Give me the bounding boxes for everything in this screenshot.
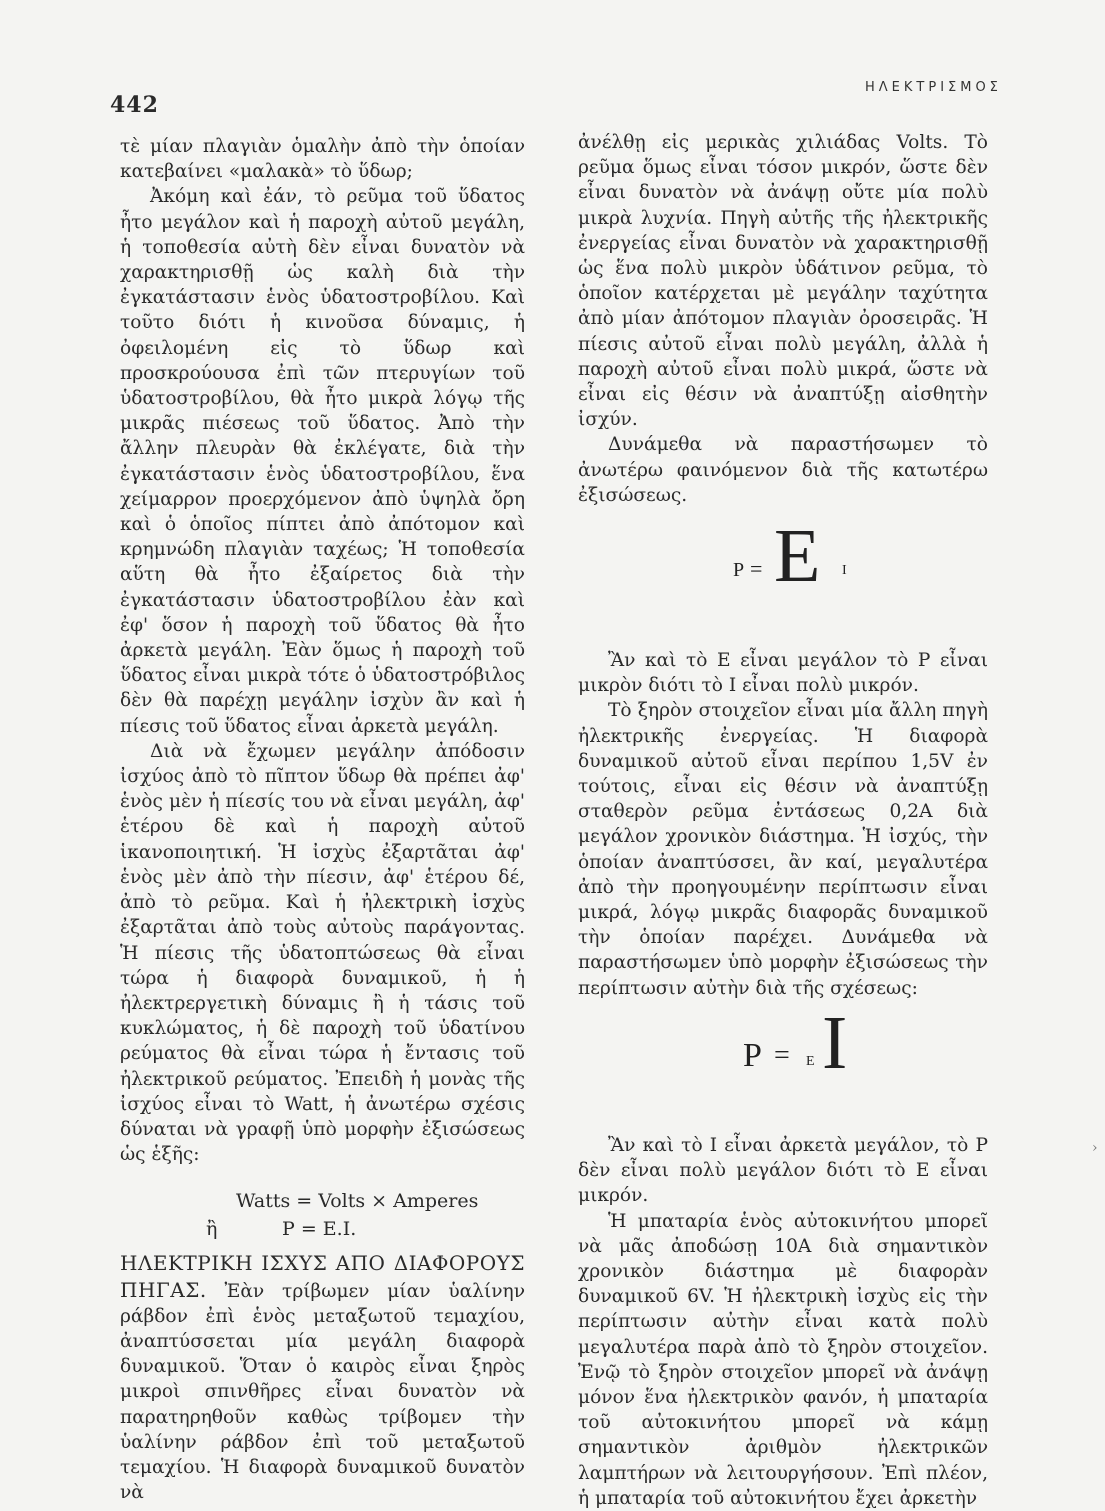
paragraph: ἀνέλθῃ εἰς μερικὰς χιλιάδας Volts. Τὸ ρεῦμα ὅμως εἶναι τόσον μικρόν, ὥστε δὲν εἶναι δυνατὸν νὰ ἀνάψῃ οὔτε μία πολὺ μικρὰ λυχνία. Πηγὴ αὐτῆς τῆς ἠλεκτρικῆς ἐνεργείας εἶναι δυνατὸν νὰ χαρακτηρισθῇ ὡς ἕνα πολὺ μικρὸν ὑδάτινον ρεῦμα, τὸ ὁποῖον κατέρχεται μὲ μεγάλην ταχύτητα ἀπὸ μίαν ἀπότομον πλαγιὰν ὀροσειρᾶς. Ἡ πίεσις αὐτοῦ εἶναι πολὺ μεγάλη, ἀλλὰ ἡ παροχὴ αὐτοῦ εἶναι πολὺ μικρά, ὥστε νὰ εἶναι εἰς θέσιν νὰ ἀναπτύξῃ αἰσθητὴν ἰσχύν. [578, 132, 988, 431]
equation-line: P = E.I. [282, 1218, 357, 1241]
section-heading: ΗΛΕΚΤΡΙΚΗ ΙΣΧΥΣ ΑΠΟ ΔΙΑΦΟΡΟΥΣ ΠΗΓΑΣ. [120, 1251, 525, 1302]
paragraph: Διὰ νὰ ἔχωμεν μεγάλην ἀπόδοσιν ἰσχύος ἀπὸ τὸ πῖπτον ὕδωρ θὰ πρέπει ἀφ' ἑνὸς μὲν ἡ πίεσίς του νὰ εἶναι μεγάλη, ἀφ' ἑτέρου δὲ καὶ ἡ παροχὴ αὐτοῦ ἱκανοποιητική. Ἡ ἰσχὺς ἐξαρτᾶται ἀφ' ἑνὸς μὲν ἀπὸ τὴν πίεσιν, ἀφ' ἑτέρου δέ, ἀπὸ τὸ ρεῦμα. Καὶ ἡ ἠλεκτρικὴ ἰσχὺς ἐξαρτᾶται ἀπὸ τοὺς αὐτοὺς παράγοντας. Ἡ πίεσις τῆς ὑδατοπτώσεως θὰ εἶναι τώρα ἡ διαφορὰ δυναμικοῦ, ἡ ἡ ἠλεκτρεργετικὴ δύναμις ἢ ἡ τάσις τοῦ κυκλώματος, ἡ δὲ παροχὴ τοῦ ὑδατίνου ρεύματος θὰ εἶναι τώρα ἡ ἔντασις τοῦ ἠλεκτρικοῦ ρεύματος. Ἐπειδὴ ἡ μονὰς τῆς ἰσχύος εἶναι τὸ Watt, ἡ ἀνωτέρω σχέσις δύναται νὰ γραφῇ ὑπὸ μορφὴν ἐξισώσεως ὡς ἑξῆς: [120, 740, 525, 1166]
page-number: 442 [110, 92, 159, 118]
equation-line: Watts = Volts × Amperes [236, 1190, 479, 1213]
paragraph: Τὸ ξηρὸν στοιχεῖον εἶναι μία ἄλλη πηγὴ ἠλεκτρικῆς ἐνεργείας. Ἡ διαφορὰ δυναμικοῦ αὐτοῦ εἶναι περίπου 1,5V ἐν τούτοις, εἶναι εἰς θέσιν νὰ ἀναπτύξῃ σταθερὸν ρεῦμα ἐντάσεως 0,2A διὰ μεγάλον χρονικὸν διάστημα. Ἡ ἰσχύς, τὴν ὁποίαν ἀναπτύσσει, ἂν καί, μεγαλυτέρα ἀπὸ τὴν προηγουμένην περίπτωσιν εἶναι μικρά, λόγῳ μικρᾶς διαφορᾶς δυναμικοῦ τὴν ὁποίαν παρέχει. Δυνάμεθα νὰ παραστήσωμεν ὑπὸ μορφὴν ἐξισώσεως τὴν περίπτωσιν αὐτὴν διὰ τῆς σχέσεως: [578, 700, 988, 999]
running-title: ΗΛΕΚΤΡΙΣΜΟΣ [865, 80, 1002, 95]
paragraph: Δυνάμεθα νὰ παραστήσωμεν τὸ ἀνωτέρω φαινόμενον διὰ τῆς κατωτέρω ἐξισώσεως. [578, 434, 988, 506]
paragraph: Ἡ μπαταρία ἑνὸς αὐτοκινήτου μπορεῖ νὰ μᾶς ἀποδώσῃ 10A διὰ σημαντικὸν χρονικὸν διάστημα μὲ διαφορὰν δυναμικοῦ 6V. Ἡ ἠλεκτρικὴ ἰσχὺς εἰς τὴν περίπτωσιν αὐτὴν εἶναι κατὰ πολὺ μεγαλυτέρα παρὰ ἀπὸ τὸ ξηρὸν στοιχεῖον. Ἐνῷ τὸ ξηρὸν στοιχεῖον μπορεῖ νὰ ἀνάψῃ μόνον ἕνα ἠλεκτρικὸν φανόν, ἡ μπαταρία τοῦ αὐτοκινήτου μπορεῖ νὰ κάμῃ σημαντικὸν ἀριθμὸν ἠλεκτρικῶν λαμπτήρων νὰ λειτουργήσουν. Ἐπὶ πλέον, ἡ μπαταρία τοῦ αὐτοκινήτου ἔχει ἀρκετὴν [578, 1210, 988, 1509]
equation-or: ἢ [206, 1218, 218, 1241]
left-column [120, 134, 525, 1505]
formula-e: E [774, 514, 821, 599]
formula-i: I [822, 1000, 848, 1085]
formula-large-e [578, 508, 988, 648]
formula-equals: = [750, 556, 763, 582]
section-paragraph [120, 1251, 525, 1505]
margin-mark: › [1092, 1140, 1098, 1156]
paragraph: τὲ μίαν πλαγιὰν ὁμαλὴν ἀπὸ τὴν ὁποίαν κατεβαίνει «μαλακὰ» τὸ ὕδωρ; [120, 136, 525, 183]
formula-large-i [578, 1001, 988, 1133]
formula-equals: = [774, 1039, 790, 1071]
paragraph: Ἂν καὶ τὸ E εἶναι μεγάλον τὸ P εἶναι μικρὸν διότι τὸ I εἶναι πολὺ μικρόν. [578, 650, 988, 697]
formula-e: E [806, 1053, 815, 1069]
formula-p: P [743, 1036, 762, 1074]
equation-block [206, 1189, 525, 1241]
formula-p: P [733, 559, 745, 582]
formula-i: I [842, 563, 847, 579]
paragraph: Ἂν καὶ τὸ I εἶναι ἀρκετὰ μεγάλον, τὸ P δὲν εἶναι πολὺ μεγάλον διότι τὸ E εἶναι μικρόν. [578, 1134, 988, 1207]
paragraph-text: Ἐὰν τρίβωμεν μίαν ὑαλίνην ράβδον ἐπὶ ἑνὸς μεταξωτοῦ τεμαχίου, ἀναπτύσσεται μία μεγάλη διαφορὰ δυναμικοῦ. Ὅταν ὁ καιρὸς εἶναι ξηρὸς μικροὶ σπινθῆρες εἶναι δυνατὸν νὰ παρατηρηθοῦν καθὼς τρίβομεν τὴν ὑαλίνην ράβδον ἐπὶ τοῦ μεταξωτοῦ τεμαχίου. Ἡ διαφορὰ δυναμικοῦ δυνατὸν νὰ [120, 1280, 525, 1504]
paragraph: Ἀκόμη καὶ ἐάν, τὸ ρεῦμα τοῦ ὕδατος ἦτο μεγάλον καὶ ἡ παροχὴ αὐτοῦ μεγάλη, ἡ τοποθεσία αὐτὴ δὲν εἶναι δυνατὸν νὰ χαρακτηρισθῇ ὡς καλὴ διὰ τὴν ἐγκατάστασιν ἑνὸς ὑδατοστροβίλου. Καὶ τοῦτο διότι ἡ κινοῦσα δύναμις, ἡ ὀφειλομένη εἰς τὸ ὕδωρ καὶ προσκρούουσα ἐπὶ τῶν πτερυγίων τοῦ ὑδατοστροβίλου, θὰ ἦτο μικρὰ λόγῳ τῆς μικρᾶς πιέσεως τοῦ ὕδατος. Ἀπὸ τὴν ἄλλην πλευρὰν θὰ ἐκλέγατε, διὰ τὴν ἐγκατάστασιν ἑνὸς ὑδατοστροβίλου, ἕνα χείμαρρον προερχόμενον ἀπὸ ὑψηλὰ ὄρη καὶ ὁ ὁποῖος πίπτει ἀπὸ ἀπότομον καὶ κρημνώδη πλαγιὰν ταχέως; Ἡ τοποθεσία αὕτη θὰ ἦτο ἐξαίρετος διὰ τὴν ἐγκατάστασιν ὑδατοστροβίλου ἐὰν καὶ ἐφ' ὅσον ἡ παροχὴ τοῦ ὕδατος θὰ ἦτο ἀρκετὰ μεγάλη. Ἐὰν ὅμως ἡ παροχὴ τοῦ ὕδατος εἶναι μικρὰ τότε ὁ ὑδατοστρόβιλος δὲν θὰ παρέχῃ μεγάλην ἰσχὺν ἂν καὶ ἡ πίεσις τοῦ ὕδατος εἶναι ἀρκετὰ μεγάλη. [120, 186, 525, 737]
right-column [578, 130, 988, 1511]
